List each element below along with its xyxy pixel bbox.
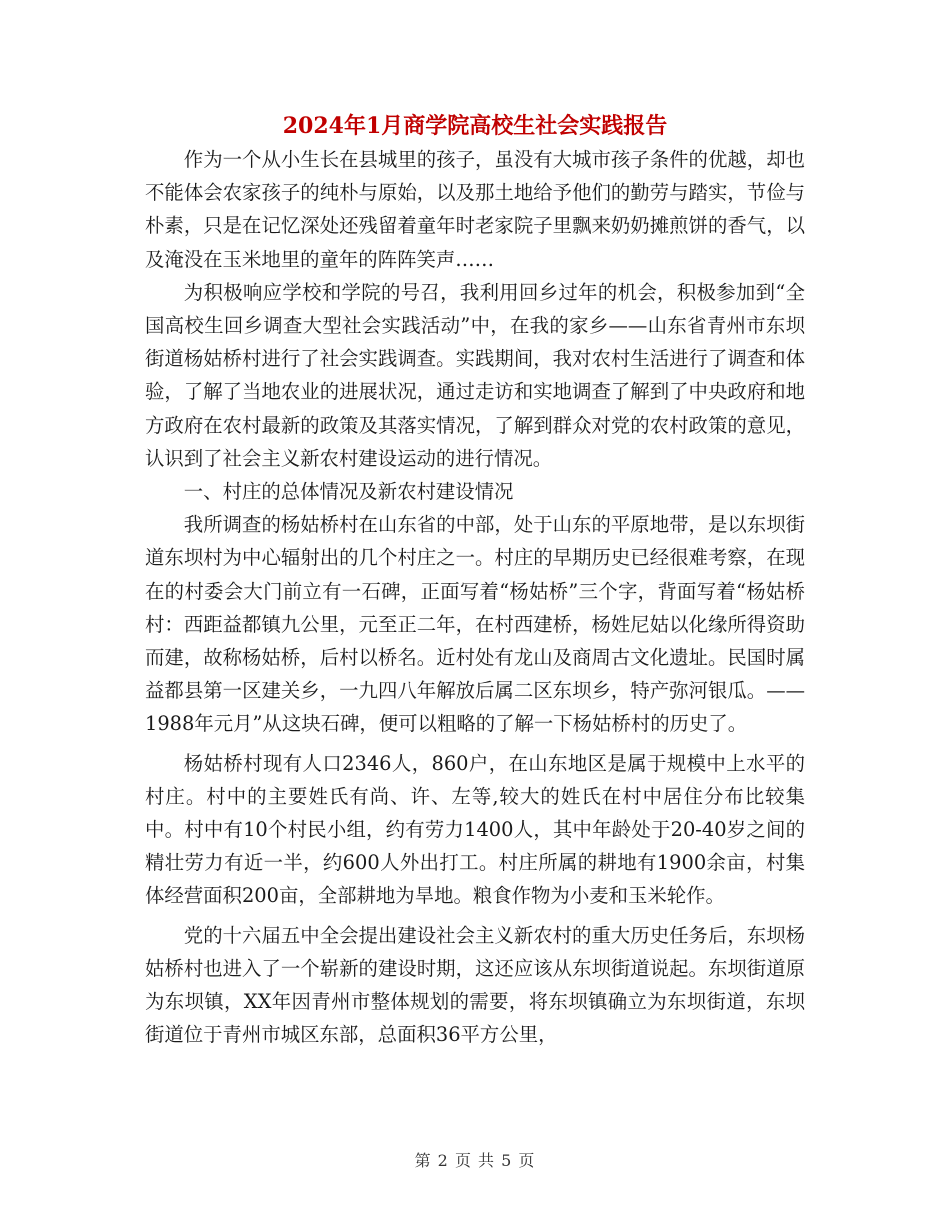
- document-title: 2024年1月商学院高校生社会实践报告: [282, 113, 668, 139]
- paragraph-purpose: 为积极响应学校和学院的号召，我利用回乡过年的机会，积极参加到“全国高校生回乡调查大型社会实践活动”中，在我的家乡——山东省青州市东坝街道杨姑桥村进行了社会实践调查。实践期间，我对农村生活进行了调查和体验，了解了当地农业的进展状况，通过走访和实地调查了解到了中央政府和地方政府在农村最新的政策及其落实情况，了解到群众对党的农村政策的意见，认识到了社会主义新农村建设运动的进行情况。: [145, 280, 805, 470]
- paragraph-intro: 作为一个从小生长在县城里的孩子，虽没有大城市孩子条件的优越，却也不能体会农家孩子的纯朴与原始，以及那土地给予他们的勤劳与踏实，节俭与朴素，只是在记忆深处还残留着童年时老家院子里飘来奶奶摊煎饼的香气，以及淹没在玉米地里的童年的阵阵笑声……: [145, 148, 805, 271]
- paragraph-new-village: 党的十六届五中全会提出建设社会主义新农村的重大历史任务后，东坝杨姑桥村也进入了一个崭新的建设时期，这还应该从东坝街道说起。东坝街道原为东坝镇，XX年因青州市整体规划的需要，将东坝镇确立为东坝街道，东坝街道位于青州市城区东部，总面积36平方公里，: [145, 923, 805, 1047]
- document-body: [145, 143, 805, 1051]
- paragraph-population: 杨姑桥村现有人口2346人，860户，在山东地区是属于规模中上水平的村庄。村中的主要姓氏有尚、许、左等,较大的姓氏在村中居住分布比较集中。村中有10个村民小组，约有劳力1400人，其中年龄处于20-40岁之间的精壮劳力有近一半，约600人外出打工。村庄所属的耕地有1900余亩，村集体经营面积200亩，全部耕地为旱地。粮食作物为小麦和玉米轮作。: [145, 751, 805, 908]
- page-number-footer: 第 2 页 共 5 页: [414, 1151, 536, 1170]
- section-heading: 一、村庄的总体情况及新农村建设情况: [183, 480, 514, 504]
- paragraph-village-history: 我所调查的杨姑桥村在山东省的中部，处于山东的平原地带，是以东坝街道东坝村为中心辐射出的几个村庄之一。村庄的早期历史已经很难考察，在现在的村委会大门前立有一石碑，正面写着“杨姑桥”三个字，背面写着“杨姑桥村：西距益都镇九公里，元至正二年，在村西建桥，杨姓尼姑以化缘所得资助而建，故称杨姑桥，后村以桥名。近村处有龙山及商周古文化遗址。民国时属益都县第一区建关乡，一九四八年解放后属二区东坝乡，特产弥河银瓜。——1988年元月”从这块石碑，便可以粗略的了解一下杨姑桥村的历史了。: [145, 513, 805, 736]
